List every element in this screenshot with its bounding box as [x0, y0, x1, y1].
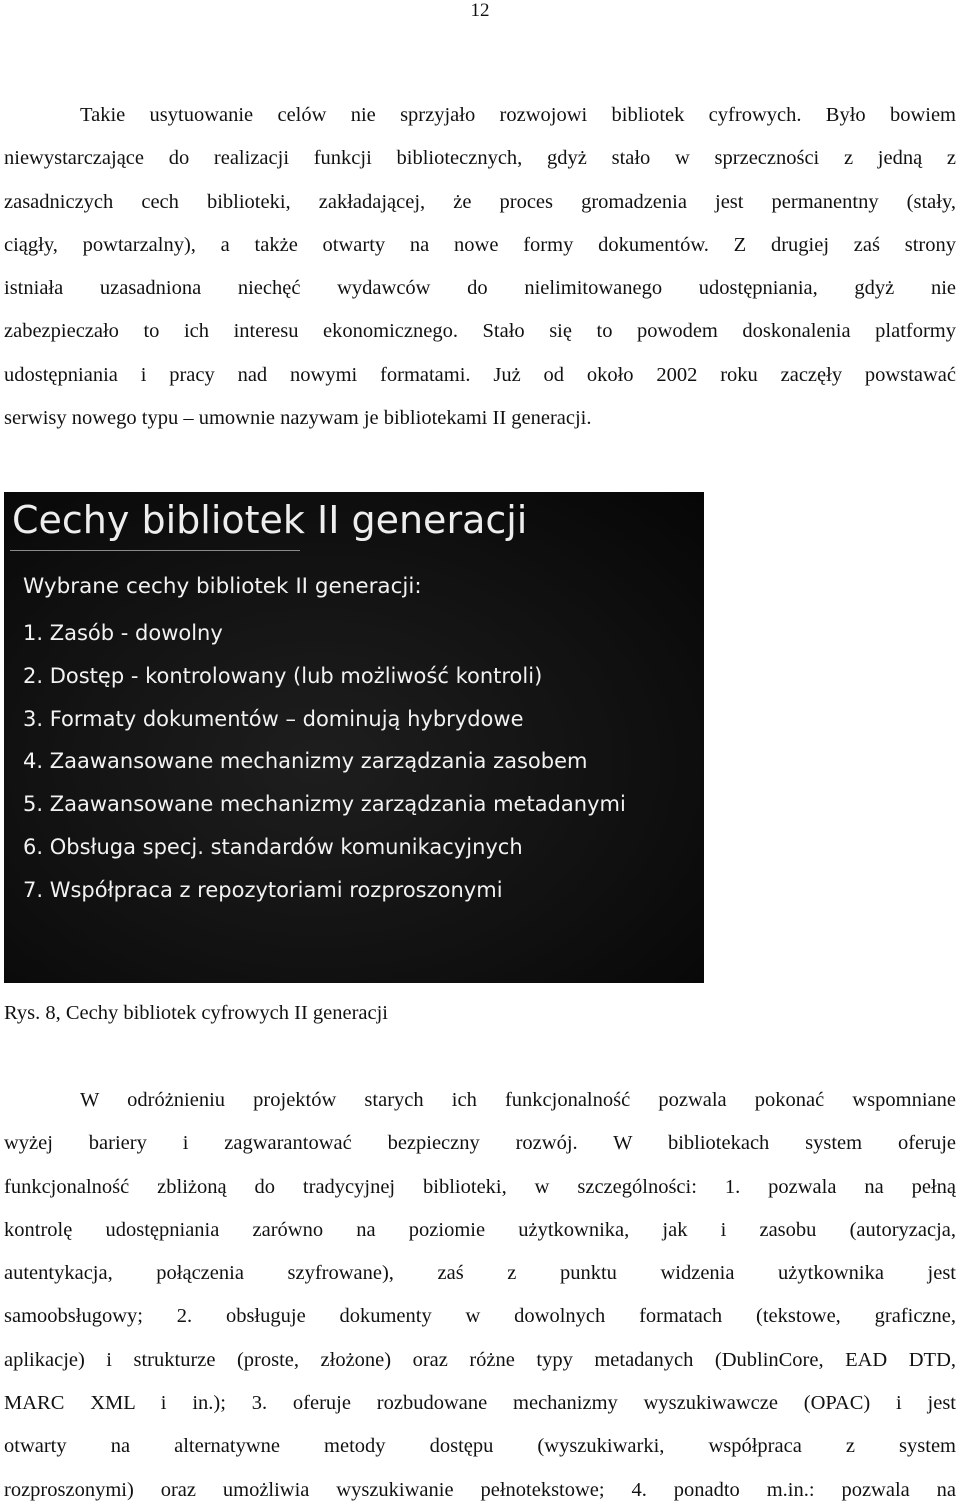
- text-line: MARC XML i in.); 3. oferuje rozbudowane mechanizmy wyszukiwawcze (OPAC) i jest: [4, 1392, 956, 1415]
- text-line: ciągły, powtarzalny), a także otwarty na nowe formy dokumentów. Z drugiej zaś strony: [4, 233, 956, 256]
- text-line: autentykacja, połączenia szyfrowane), zaś z punktu widzenia użytkownika jest: [4, 1262, 956, 1285]
- paragraph-intro: [4, 94, 956, 440]
- text-line: rozproszonymi) oraz umożliwia wyszukiwanie pełnotekstowe; 4. ponadto m.in.: pozwala na: [4, 1478, 956, 1501]
- text-line: serwisy nowego typu – umownie nazywam je bibliotekami II generacji.: [4, 407, 592, 430]
- text-line: otwarty na alternatywne metody dostępu (wyszukiwarki, współpraca z system: [4, 1435, 956, 1458]
- text-line: funkcjonalność zbliżoną do tradycyjnej biblioteki, w szczególności: 1. pozwala na pełną: [4, 1175, 956, 1198]
- slide-feature-list: [23, 612, 626, 912]
- text-line: niewystarczające do realizacji funkcji bibliotecznych, gdyż stało w sprzeczności z jedną z: [4, 147, 956, 170]
- figure-caption: Rys. 8, Cechy bibliotek cyfrowych II generacji: [4, 1002, 389, 1024]
- text-line: zasadniczych cech biblioteki, zakładającej, że proces gromadzenia jest permanentny (stały,: [4, 190, 956, 213]
- slide-list-item: 5. Zaawansowane mechanizmy zarządzania metadanymi: [23, 792, 626, 817]
- slide-list-item: 7. Współpraca z repozytoriami rozproszonymi: [23, 877, 503, 902]
- text-line: kontrolę udostępniania zarówno na poziomie użytkownika, jak i zasobu (autoryzacja,: [4, 1218, 956, 1241]
- text-line: zabezpieczało to ich interesu ekonomicznego. Stało się to powodem doskonalenia platformy: [4, 320, 956, 343]
- text-line: aplikacje) i strukturze (proste, złożone) oraz różne typy metadanych (DublinCore, EAD DTD,: [4, 1348, 956, 1371]
- slide-list-item: 4. Zaawansowane mechanizmy zarządzania zasobem: [23, 749, 588, 774]
- text-line: Takie usytuowanie celów nie sprzyjało rozwojowi bibliotek cyfrowych. Było bowiem: [80, 104, 956, 126]
- slide-list-item: 1. Zasób - dowolny: [23, 621, 223, 645]
- slide-figure: [4, 492, 704, 983]
- slide-list-item: 6. Obsługa specj. standardów komunikacyjnych: [23, 834, 523, 859]
- slide-subtitle: Wybrane cechy bibliotek II generacji:: [23, 574, 422, 599]
- text-line: istniała uzasadniona niechęć wydawców do nielimitowanego udostępniania, gdyż nie: [4, 277, 956, 300]
- slide-title: Cechy bibliotek II generacji: [12, 498, 528, 542]
- slide-title-underline: [10, 550, 300, 551]
- slide-list-item: 3. Formaty dokumentów – dominują hybrydowe: [23, 706, 524, 731]
- text-line: wyżej bariery i zagwarantować bezpieczny rozwój. W bibliotekach system oferuje: [4, 1132, 956, 1155]
- page-number: 12: [470, 0, 490, 21]
- slide-list-item: 2. Dostęp - kontrolowany (lub możliwość kontroli): [23, 663, 543, 688]
- text-line: samoobsługowy; 2. obsługuje dokumenty w dowolnych formatach (tekstowe, graficzne,: [4, 1305, 956, 1328]
- text-line: W odróżnieniu projektów starych ich funkcjonalność pozwala pokonać wspomniane: [80, 1089, 956, 1111]
- paragraph-functionality: [4, 1079, 956, 1512]
- text-line: udostępniania i pracy nad nowymi formatami. Już od około 2002 roku zaczęły powstawać: [4, 363, 956, 386]
